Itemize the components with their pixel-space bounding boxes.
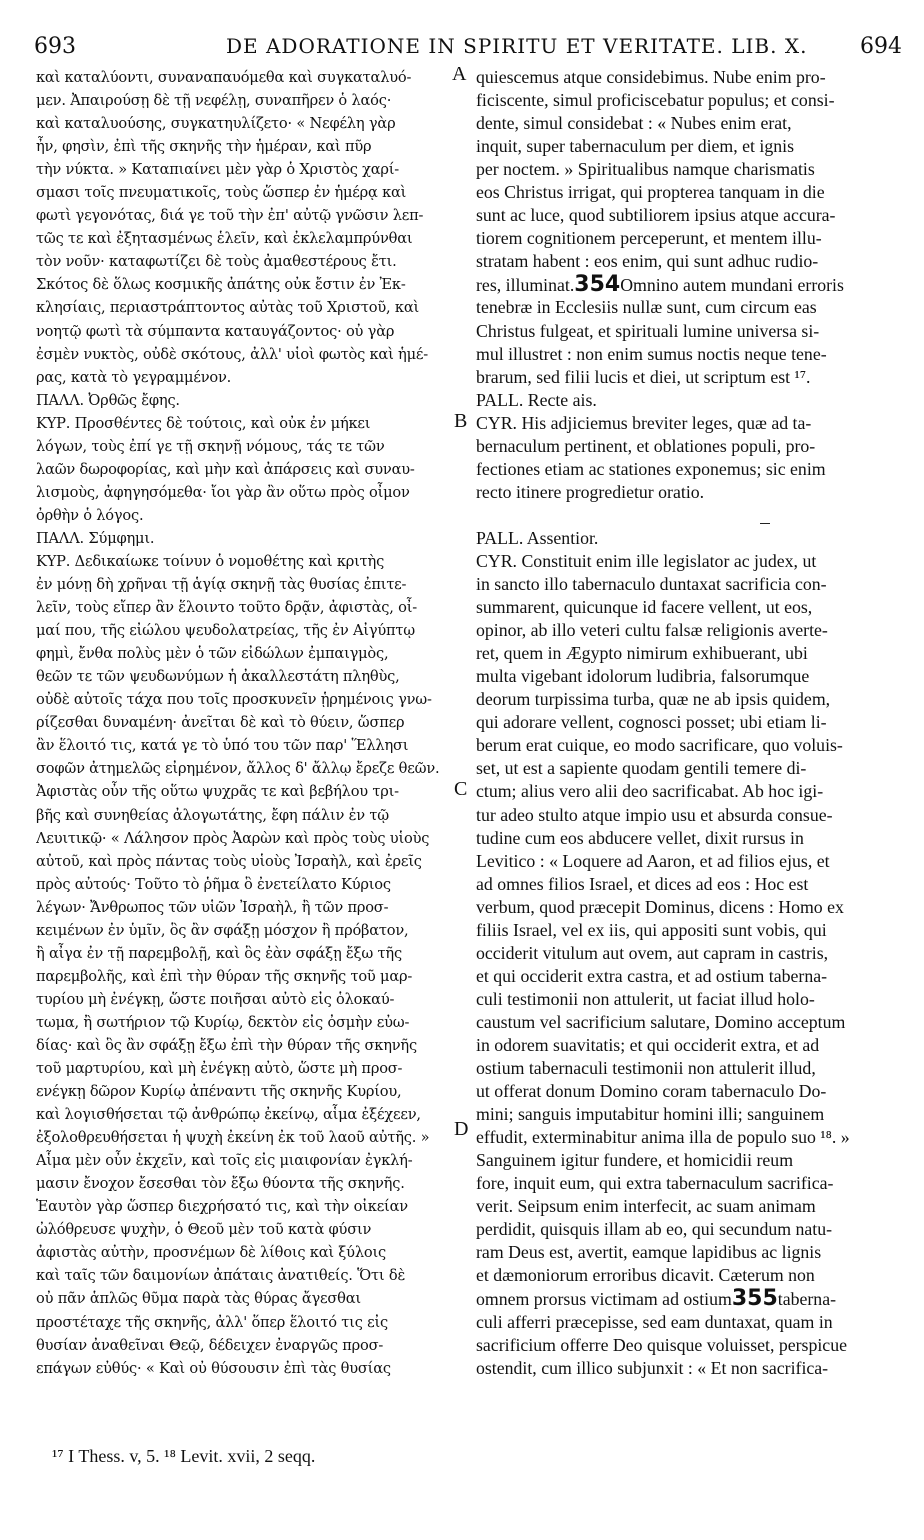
text-line: ΚΥΡ. Δεδικαίωκε τοίνυν ὁ νομοθέτης καὶ κριτὴς [36, 552, 385, 570]
text-line: σοφῶν ἀτημελῶς εἰρημένον, ἄλλος δ' ἄλλῳ ἔρεζε θεῶν. [36, 760, 440, 778]
text-line: tur adeo stulto atque impio usu et absurda consue- [476, 804, 833, 825]
page-marker-number: 354 [574, 273, 621, 297]
text-line: λεῖν, τοὺς εἴπερ ἂν ἕλοιντο τοῦτο δρᾷν, ἀφιστὰς, οἶ- [36, 599, 417, 617]
text-line: occiderit vitulum aut ovem, aut capram in castris, [476, 942, 829, 963]
text-line: μασιν ἔνοχον ἔσεσθαι τὸν ἔξω θύοντα τῆς σκηνῆς. [36, 1175, 405, 1193]
text-line: tiorem cognitionem perceperunt, et mentem illu- [476, 228, 822, 249]
text-line: culi testimonii non attulerit, ut faciat illud holo- [476, 988, 815, 1009]
text-line: opinor, ab illo veteri cultu falsæ religionis averte- [476, 620, 828, 641]
text-line: ἐν μόνῃ δὴ χρῆναι τῇ ἁγίᾳ σκηνῇ τὰς θυσίας ἐπιτε- [36, 576, 407, 594]
text-line: ρίζεσθαι δυναμένη· ἀνεῖται δὲ καὶ τὸ θύειν, ὥσπερ [36, 714, 405, 732]
text-line: qui adorare vellent, cognosci posset; ubi etiam li- [476, 712, 827, 733]
text-line: καὶ καταλύοντι, συναναπαυόμεθα καὶ συγκαταλυό- [36, 69, 412, 86]
text-line: fore, inquit eum, qui extra tabernaculum sacrifica- [476, 1173, 834, 1194]
text-line: CYR. His adjiciemus breviter leges, quæ ad ta- [476, 412, 812, 433]
text-line: stratam habent : eos enim, qui sunt adhuc rudio- [476, 251, 819, 272]
text-line: ρας, κατὰ τὸ γεγραμμένον. [36, 368, 232, 386]
text-line: summarent, quicunque id facere vellent, ut eos, [476, 597, 813, 618]
section-rule [760, 523, 770, 524]
text-line: Λευιτικῷ· « Λάλησον πρὸς Ἀαρὼν καὶ πρὸς τοὺς υἱοὺς [36, 829, 430, 847]
text-line: ὠλόθρευσε ψυχὴν, ὁ Θεοῦ μὲν τοῦ κατὰ φύσιν [36, 1221, 372, 1239]
text-line: νοητῷ φωτὶ τὰ σύμπαντα καταυγάζοντος· οὐ γὰρ [36, 322, 395, 340]
text-line: ad omnes filios Israel, et dices ad eos : Hoc est [476, 873, 809, 894]
text-line: τοῦ μαρτυρίου, καὶ μὴ ἐνέγκῃ αὐτὸ, ὥστε μὴ προσ- [36, 1060, 403, 1078]
text-line: ἐσμὲν νυκτὸς, οὐδὲ σκότους, ἀλλ' υἱοὶ φωτὸς καὶ ἡμέ- [36, 345, 428, 363]
text-line: ΠΑΛΛ. Σύμφημι. [36, 529, 155, 547]
page-number-left: 693 [34, 34, 76, 59]
page-marker-number: 355 [731, 1287, 778, 1311]
text-line: sunt ac luce, quod subtiliorem ipsius atque accura- [476, 205, 836, 226]
text-line: perdidit, quisquis illam ab eo, qui secundum natu- [476, 1219, 833, 1240]
text-line: δίας· καὶ ὃς ἂν σφάξῃ ἔξω ἐπὶ τὴν θύραν τῆς σκηνῆς [36, 1036, 417, 1054]
text-line: ostendit, cum illico subjunxit : « Et non sacrifica- [476, 1357, 829, 1378]
text-line: mul illustret : non enim sumus noctis neque tene- [476, 343, 827, 364]
text-line: φημὶ, ἔνθα πολὺς μὲν ὁ τῶν εἰδώλων ἐμπαιγμὸς, [36, 645, 389, 663]
text-line: προστέταχε τῆς σκηνῆς, ἀλλ' ὅπερ ἕλοιτό τις εἰς [36, 1313, 388, 1331]
text-line: tenebræ in Ecclesiis nullæ sunt, cum circum eas [476, 297, 817, 318]
text-line: fectiones etiam ac stationes exponemus; sic enim [476, 458, 826, 479]
text-line: in sancto illo tabernaculo duntaxat sacrificia con- [476, 574, 827, 595]
text-line: κειμένων ἐν ὑμῖν, ὃς ἂν σφάξῃ μόσχον ἢ πρόβατον, [36, 921, 409, 939]
text-line: recto itinere progredietur oratio. [476, 481, 705, 502]
text-line: ὀρθὴν ὁ λόγος. [36, 506, 144, 524]
text-line: verbum, quod præcepit Dominus, dicens : Homo ex [476, 896, 844, 917]
text-line: ram Deus est, avertit, eamque lapidibus ac lignis [476, 1242, 822, 1263]
text-line: οὐδὲ αὐτοῖς τάχα που τοῖς προσκυνεῖν ᾑρημένοις γνω- [36, 691, 432, 709]
text-line: αὐτοῦ, καὶ πρὸς πάντας τοὺς υἱοὺς Ἰσραὴλ, καὶ ἐρεῖς [36, 852, 422, 870]
text-line: tudine cum eos abducere vellet, dixit rursus in [476, 827, 804, 848]
text-line: Christus fulgeat, et spirituali lumine universa si- [476, 320, 820, 341]
text-line: in odorem suavitatis; et qui occiderit extra, et ad [476, 1034, 820, 1055]
margin-letter-d: D [454, 1118, 469, 1140]
text-line: λαῶν δωροφορίας, καὶ μὴν καὶ ἀπάρσεις καὶ συναυ- [36, 460, 415, 478]
text-line: per noctem. » Spiritualibus namque charismatis [476, 159, 815, 180]
text-line: caustum vel sacrificium salutare, Domino acceptum [476, 1011, 846, 1032]
text-line: ἐξολοθρευθήσεται ἡ ψυχὴ ἐκείνη ἐκ τοῦ λαοῦ αὐτῆς. » [36, 1129, 430, 1147]
text-line: dente, simul considebat : « Nubes enim erat, [476, 113, 792, 134]
text-line: Ἑαυτὸν γὰρ ὥσπερ διεχρήσατό τις, καὶ τὴν οἰκείαν [36, 1198, 408, 1216]
text-line: PALL. Recte ais. [476, 389, 597, 410]
text-line: ἀφιστὰς αὐτὴν, προσνέμων δὲ λίθοις καὶ ξύλοις [36, 1244, 386, 1262]
text-line: οὐ πᾶν ἁπλῶς θῦμα παρὰ τὰς θύρας ἄγεσθαι [36, 1290, 361, 1308]
text-line: Σκότος δὲ ὅλως κοσμικῆς ἀπάτης οὐκ ἔστιν ἐν Ἐκ- [36, 276, 406, 294]
running-title: DE ADORATIONE IN SPIRITU ET VERITATE. LIB. X. [226, 34, 808, 58]
text-line: θεῶν τε τῶν ψευδωνύμων ἡ ἀκαλλεστάτη πληθὺς, [36, 668, 400, 686]
greek-column [36, 66, 464, 1380]
text-line: filiis Israel, vel ex iis, qui appositi sunt vobis, qui [476, 919, 827, 940]
text-line: culi afferri præcepisse, sed eam duntaxat, quam in [476, 1311, 833, 1332]
text-line: βῆς καὶ συνηθείας ἀλογωτάτης, ἔφη πάλιν ἐν τῷ [36, 806, 389, 824]
text-line: bernaculum pertinent, et oblationes populi, pro- [476, 435, 816, 456]
text-line: res, illuminat.354Omnino autem mundani erroris [476, 273, 844, 297]
text-line: ΚΥΡ. Προσθέντες δὲ τούτοις, καὶ οὐκ ἐν μήκει [36, 414, 371, 432]
text-line: τωμα, ἢ σωτήριον τῷ Κυρίῳ, δεκτὸν εἰς ὀσμὴν εὐω- [36, 1013, 410, 1031]
text-line: καὶ καταλυούσης, συγκατηυλίζετο· « Νεφέλη γὰρ [36, 115, 396, 133]
text-line: effudit, exterminabitur anima illa de populo suo ¹⁸. » [476, 1127, 850, 1148]
running-header [0, 0, 924, 62]
text-line: τυρίου μὴ ἐνέγκῃ, ὥστε ποιῆσαι αὐτὸ εἰς ὁλοκαύ- [36, 990, 395, 1008]
footnotes: ¹⁷ I Thess. v, 5. ¹⁸ Levit. xvii, 2 seqq. [52, 1446, 316, 1466]
text-line: PALL. Assentior. [476, 527, 599, 548]
margin-letter-c: C [454, 778, 468, 800]
text-line: et qui occiderit extra castra, et ad ostium taberna- [476, 965, 828, 986]
text-line: berum erat cuique, eo modo sacrificare, quo voluis- [476, 735, 843, 756]
text-line: verit. Seipsum enim interfecit, ac suam animam [476, 1196, 816, 1217]
text-line: θυσίαν ἀναθεῖναι Θεῷ, δέδειχεν ἐναργῶς προσ- [36, 1336, 384, 1354]
latin-column [476, 66, 896, 1380]
margin-letter-b: B [454, 410, 468, 432]
text-line: ενέγκῃ δῶρον Κυρίῳ ἀπέναντι τῆς σκηνῆς Κυρίου, [36, 1083, 402, 1101]
text-line: CYR. Constituit enim ille legislator ac judex, ut [476, 550, 817, 571]
text-line: λέγων· Ἄνθρωπος τῶν υἱῶν Ἰσραὴλ, ἢ τῶν προσ- [36, 898, 389, 916]
text-line: inquit, super tabernaculum per diem, et ignis [476, 136, 795, 157]
text-line: et dæmoniorum erroribus dicavit. Cæterum non [476, 1265, 815, 1286]
page-number-right: 694 [860, 34, 902, 59]
text-line: deorum turpissima turba, quæ ne ab ipsis quidem, [476, 689, 831, 710]
text-line: ctum; alius vero alii deo sacrificabat. Ab hoc igi- [476, 781, 824, 802]
text-line: Αἷμα μὲν οὖν ἐκχεῖν, καὶ τοῖς εἰς μιαιφονίαν ἐγκλή- [36, 1152, 413, 1170]
text-line: quiescemus atque considebimus. Nube enim pro- [476, 67, 826, 87]
text-line: Ἀφιστὰς οὖν τῆς οὕτω ψυχρᾶς τε καὶ βεβήλου τρι- [36, 783, 399, 801]
text-line: φωτὶ γεγονότας, διά γε τοῦ τὴν ἐπ' αὐτῷ γνῶσιν λεπ- [36, 207, 424, 225]
text-line: καὶ ταῖς τῶν δαιμονίων ἀπάταις ἀνατιθείς. Ὅτι δὲ [36, 1267, 406, 1285]
text-line: ret, quem in Ægypto nimirum exhibuerant, ubi [476, 643, 808, 664]
text-line: ΠΑΛΛ. Ὀρθῶς ἔφης. [36, 391, 180, 409]
text-line: επάγων εὐθύς· « Καὶ οὐ θύσουσιν ἐπὶ τὰς θυσίας [36, 1359, 391, 1377]
text-line: σμασι τοῖς πνευματικοῖς, τοὺς ὥσπερ ἐν ἡμέρᾳ καὶ [36, 184, 407, 202]
text-line: omnem prorsus victimam ad ostium355taberna- [476, 1287, 837, 1311]
text-line: brarum, sed filii lucis et diei, ut scriptum est ¹⁷. [476, 366, 811, 387]
text-line: ἂν ἕλοιτό τις, κατά γε τὸ ὑπό του τῶν παρ' Ἕλλησι [36, 737, 409, 755]
text-line: τῶς τε καὶ ἐξητασμένως ἑλεῖν, καὶ ἐκλελαμπρύνθαι [36, 230, 413, 248]
text-line: τὸν νοῦν· καταφωτίζει δὲ τοὺς ἀμαθεστέρους ἔτι. [36, 253, 397, 271]
text-line: ἢ αἶγα ἐν τῇ παρεμβολῇ, καὶ ὃς ἐὰν σφάξῃ ἔξω τῆς [36, 944, 402, 962]
text-line: παρεμβολῆς, καὶ ἐπὶ τὴν θύραν τῆς σκηνῆς τοῦ μαρ- [36, 967, 413, 985]
text-line: set, ut est a sapiente quodam gentili temere di- [476, 758, 807, 779]
text-line: ἦν, φησὶν, ἐπὶ τῆς σκηνῆς τὴν ἡμέραν, καὶ πῦρ [36, 138, 372, 156]
text-line: λόγων, τοὺς ἐπί γε τῇ σκηνῇ νόμους, τάς τε τῶν [36, 437, 385, 455]
text-line [476, 504, 896, 527]
text-line: καὶ λογισθήσεται τῷ ἀνθρώπῳ ἐκείνῳ, αἷμα ἐξέχεεν, [36, 1106, 421, 1124]
text-line: Levitico : « Loquere ad Aaron, et ad filios ejus, et [476, 850, 830, 871]
text-line: κλησίαις, περιαστράπτοντος αὐτὰς τοῦ Χριστοῦ, καὶ [36, 299, 419, 317]
text-line: ficiscente, simul proficiscebatur populus; et consi- [476, 90, 835, 111]
text-line: ostium tabernaculi testimonii non attulerit illud, [476, 1058, 816, 1079]
text-line: eos Christus irrigat, qui propterea tanquam in die [476, 182, 825, 203]
text-line: sacrificium offerre Deo quisque voluisset, perspicue [476, 1334, 847, 1355]
text-line: μαί που, τῆς εἰώλου ψευδολατρείας, τῆς ἐν Αἰγύπτῳ [36, 622, 415, 640]
text-line: ut offerat donum Domino coram tabernaculo Do- [476, 1081, 827, 1102]
margin-letter-a: A [452, 63, 467, 85]
text-line: τὴν νύκτα. » Καταπιαίνει μὲν γὰρ ὁ Χριστὸς χαρί- [36, 161, 400, 179]
text-line: πρὸς αὐτούς· Τοῦτο τὸ ῥῆμα ὃ ἐνετείλατο Κύριος [36, 875, 391, 893]
text-line: Sanguinem igitur fundere, et homicidii reum [476, 1150, 794, 1171]
text-line: μεν. Ἀπαιρούσῃ δὲ τῇ νεφέλῃ, συναπῆρεν ὁ λαός· [36, 92, 392, 110]
text-line: mini; sanguis imputabitur homini illi; sanguinem [476, 1104, 825, 1125]
text-line: λισμοὺς, ἀφηγησόμεθα· ἴοι γὰρ ἂν οὕτω πρὸς οἶμον [36, 483, 410, 501]
text-line: multa vigebant idolorum ludibria, falsorumque [476, 666, 810, 687]
